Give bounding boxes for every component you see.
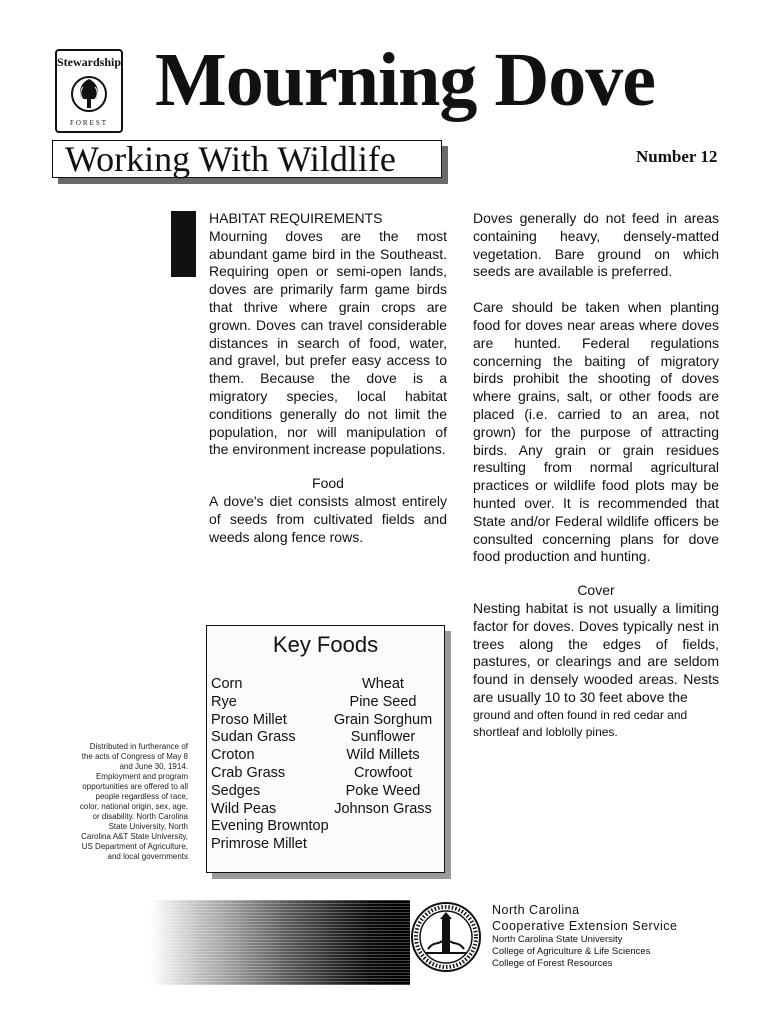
key-foods-title: Key Foods — [272, 632, 379, 657]
food-item: Rye — [211, 693, 237, 710]
food-item: Crowfoot — [353, 764, 413, 781]
right-column — [473, 210, 719, 741]
logo-bottom-text: FOREST — [69, 119, 109, 127]
food-item: Wild Millets — [346, 747, 420, 764]
food-item: Wheat — [362, 676, 404, 692]
food-item: Poke Weed — [345, 782, 421, 799]
key-foods-right-list — [325, 676, 441, 818]
footer-college-agriculture: College of Agriculture & Life Sciences — [492, 946, 651, 957]
food-item: Grain Sorghum — [333, 711, 433, 728]
page-title: Mourning Dove — [155, 38, 655, 122]
baiting-paragraph: Care should be taken when planting food for doves near areas where doves are hunted. Federal regulations concerning the baiting of migratory birds prohibit the shooting of doves where grains, salt, or other foods are placed (i.e. carried to an area, not grown) for the purpose of attracting birds. Any grain or grain residues resulting from normal agricultural practices or wildlife food plots may be hunted over. It is recommended that State and/or Federal wildlife officers be consulted concerning plans for dove food production and hunting. — [473, 299, 719, 565]
feeding-paragraph: Doves generally do not feed in areas containing heavy, densely-matted vegetation. Bare ground on which seeds are available is preferred. — [473, 210, 719, 280]
food-text: A dove's diet consists almost entirely of seeds from cultivated fields and weeds along fence rows. — [209, 492, 447, 545]
section-heading: HABITAT REQUIREMENTS — [209, 210, 383, 226]
food-item: Evening Browntop — [211, 818, 329, 835]
logo-top-text: Stewardship — [57, 55, 122, 69]
cover-text-small: ground and often found in red cedar and shortleaf and loblolly pines. — [473, 707, 688, 739]
food-item: Wild Peas — [211, 800, 277, 817]
footer-university: North Carolina State University — [492, 934, 623, 945]
footer-state: North Carolina — [492, 903, 580, 917]
food-item: Croton — [211, 747, 255, 764]
food-item: Sudan Grass — [211, 729, 296, 746]
food-heading: Food — [312, 475, 344, 492]
food-item: Johnson Grass — [334, 800, 432, 817]
key-foods-left-list — [211, 676, 329, 854]
food-item: Proso Millet — [211, 711, 287, 728]
cover-text: Nesting habitat is not usually a limiting factor for doves. Doves typically nest in trees along the edges of fields, pastures, or clearings and are seldom found in densely wooded areas. Nests are usually 10 to 30 feet above the — [473, 599, 719, 705]
disclaimer-text: Distributed in furtherance of the acts of Congress of May 8 and June 30, 1914. Employment and program opportunities are offered to all people regardless of race, color, national origin, sex, age, or disability. North Carolina State University, North Carolina A&T State University, US Department of Agriculture, and local governments — [79, 742, 188, 861]
footer-gradient-band — [150, 900, 410, 985]
food-item: Crab Grass — [211, 764, 286, 781]
habitat-intro: Mourning doves are the most abundant game bird in the Southeast. Requiring open or semi-open lands, doves are primarily farm game birds that thrive where grain crops are grown. Doves can travel considerable distances in search of food, water, and gravel, but prefer easy access to them. Because the dove is a migratory species, local habitat conditions generally do not limit the population, nor will manipulation of the environment increase populations. — [209, 227, 447, 458]
university-seal-icon — [410, 901, 482, 973]
tree-icon — [70, 73, 108, 115]
food-item: Sedges — [211, 782, 261, 799]
accent-bar — [171, 211, 196, 277]
food-item: Pine Seed — [349, 693, 417, 710]
left-column — [209, 210, 447, 546]
extension-service-block — [492, 902, 677, 970]
key-foods-box — [206, 625, 445, 873]
series-title: Working With Wildlife — [52, 140, 442, 178]
food-item: Corn — [211, 676, 243, 692]
stewardship-forest-logo — [55, 49, 123, 133]
footer-service: Cooperative Extension Service — [492, 919, 678, 933]
food-item: Sunflower — [350, 729, 416, 746]
food-item: Primrose Millet — [211, 836, 307, 853]
cover-heading: Cover — [577, 582, 615, 599]
footer-college-forest: College of Forest Resources — [492, 958, 613, 969]
issue-number: Number 12 — [636, 147, 718, 166]
